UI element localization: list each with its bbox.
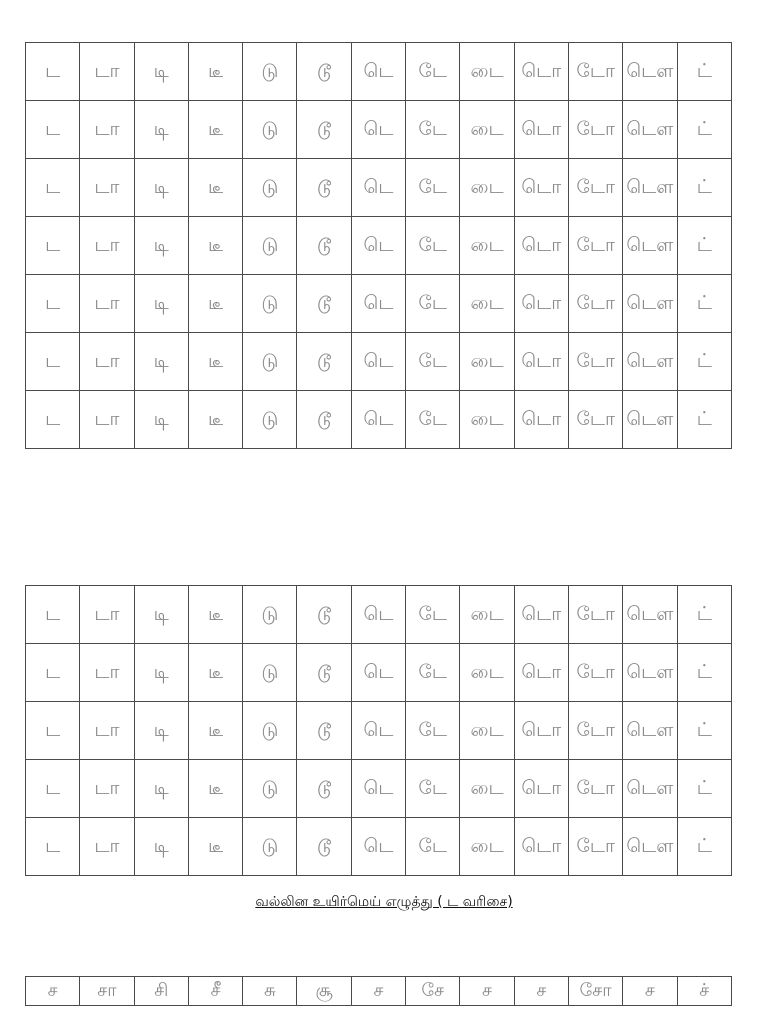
letter-cell: ச	[26, 977, 80, 1006]
letter-cell: டெ	[351, 333, 405, 391]
letter-cell: ட	[26, 275, 80, 333]
letter-cell: ட	[26, 644, 80, 702]
letter-cell: டௌ	[623, 760, 677, 818]
grid-row	[26, 101, 732, 159]
letter-cell: டீ	[188, 275, 242, 333]
grid-row	[26, 43, 732, 101]
letter-cell: டௌ	[623, 43, 677, 101]
letter-cell: டி	[134, 644, 188, 702]
grid-row	[26, 586, 732, 644]
practice-grid-ca-series	[25, 976, 732, 1006]
letter-cell: டு	[243, 333, 297, 391]
letter-cell: டு	[243, 275, 297, 333]
letter-cell: டீ	[188, 101, 242, 159]
letter-cell: டி	[134, 391, 188, 449]
letter-cell: டை	[460, 101, 514, 159]
practice-grid-ta-series-1	[25, 42, 732, 449]
letter-cell: டெ	[351, 159, 405, 217]
letter-cell: டு	[243, 43, 297, 101]
letter-cell: டூ	[297, 586, 351, 644]
letter-cell: ட	[26, 333, 80, 391]
letter-cell: டா	[80, 644, 134, 702]
letter-cell: டொ	[514, 818, 568, 876]
letter-cell: டோ	[568, 760, 622, 818]
letter-cell: டா	[80, 43, 134, 101]
letter-cell: டூ	[297, 818, 351, 876]
letter-cell: டௌ	[623, 391, 677, 449]
letter-cell: டே	[406, 101, 460, 159]
letter-cell: டோ	[568, 217, 622, 275]
letter-cell: ட்	[677, 333, 731, 391]
letter-cell: டீ	[188, 43, 242, 101]
letter-cell: ச	[460, 977, 514, 1006]
letter-cell: ட	[26, 101, 80, 159]
letter-cell: சா	[80, 977, 134, 1006]
letter-cell: ட்	[677, 644, 731, 702]
grid-row	[26, 818, 732, 876]
letter-cell: ட்	[677, 217, 731, 275]
letter-cell: டொ	[514, 391, 568, 449]
letter-cell: டி	[134, 818, 188, 876]
letter-cell: டே	[406, 391, 460, 449]
letter-cell: டெ	[351, 760, 405, 818]
letter-cell: டௌ	[623, 644, 677, 702]
letter-cell: டீ	[188, 818, 242, 876]
letter-cell: ட்	[677, 43, 731, 101]
letter-cell: டே	[406, 702, 460, 760]
letter-cell: டோ	[568, 391, 622, 449]
letter-cell: டி	[134, 586, 188, 644]
letter-cell: டு	[243, 217, 297, 275]
letter-cell: டு	[243, 391, 297, 449]
letter-cell: ட	[26, 43, 80, 101]
letter-cell: டா	[80, 760, 134, 818]
letter-cell: டௌ	[623, 275, 677, 333]
letter-cell: ச	[623, 977, 677, 1006]
grid-row	[26, 644, 732, 702]
letter-cell: டை	[460, 644, 514, 702]
letter-cell: டெ	[351, 43, 405, 101]
letter-cell: ச	[351, 977, 405, 1006]
letter-cell: டொ	[514, 217, 568, 275]
letter-cell: டா	[80, 217, 134, 275]
letter-cell: ட	[26, 818, 80, 876]
letter-cell: டு	[243, 159, 297, 217]
letter-cell: டா	[80, 101, 134, 159]
letter-cell: டூ	[297, 43, 351, 101]
letter-cell: டே	[406, 275, 460, 333]
grid-row	[26, 391, 732, 449]
letter-cell: சீ	[188, 977, 242, 1006]
letter-cell: டே	[406, 43, 460, 101]
letter-cell: டி	[134, 760, 188, 818]
letter-cell: டை	[460, 760, 514, 818]
letter-cell: டூ	[297, 760, 351, 818]
letter-cell: டூ	[297, 101, 351, 159]
letter-cell: ச்	[677, 977, 731, 1006]
letter-cell: டூ	[297, 702, 351, 760]
letter-cell: சூ	[297, 977, 351, 1006]
letter-cell: டி	[134, 702, 188, 760]
letter-cell: ட்	[677, 586, 731, 644]
letter-cell: சே	[406, 977, 460, 1006]
letter-cell: டை	[460, 217, 514, 275]
letter-cell: டொ	[514, 702, 568, 760]
letter-cell: டி	[134, 333, 188, 391]
letter-cell: டௌ	[623, 333, 677, 391]
letter-cell: டோ	[568, 159, 622, 217]
letter-cell: டே	[406, 760, 460, 818]
section-heading: வல்லின உயிர்மெய் எழுத்து ( ட வரிசை)	[255, 894, 513, 910]
letter-cell: டே	[406, 159, 460, 217]
letter-cell: டி	[134, 275, 188, 333]
letter-cell: டொ	[514, 275, 568, 333]
letter-cell: டி	[134, 159, 188, 217]
letter-cell: டெ	[351, 217, 405, 275]
letter-cell: டெ	[351, 275, 405, 333]
letter-cell: சோ	[568, 977, 622, 1006]
letter-cell: டு	[243, 702, 297, 760]
letter-cell: டூ	[297, 391, 351, 449]
letter-cell: டே	[406, 644, 460, 702]
letter-cell: டீ	[188, 644, 242, 702]
letter-cell: டா	[80, 586, 134, 644]
letter-cell: டோ	[568, 702, 622, 760]
letter-cell: டு	[243, 760, 297, 818]
letter-cell: டை	[460, 43, 514, 101]
letter-cell: டோ	[568, 275, 622, 333]
letter-cell: டூ	[297, 217, 351, 275]
letter-cell: டா	[80, 391, 134, 449]
grid-row	[26, 333, 732, 391]
letter-cell: டா	[80, 159, 134, 217]
letter-cell: டொ	[514, 644, 568, 702]
letter-cell: டெ	[351, 818, 405, 876]
letter-cell: டை	[460, 818, 514, 876]
letter-cell: டி	[134, 101, 188, 159]
letter-cell: ச	[514, 977, 568, 1006]
letter-cell: டௌ	[623, 217, 677, 275]
grid-row	[26, 159, 732, 217]
letter-cell: ட	[26, 391, 80, 449]
letter-cell: ட	[26, 217, 80, 275]
letter-cell: ட்	[677, 702, 731, 760]
letter-cell: டை	[460, 702, 514, 760]
letter-cell: டீ	[188, 702, 242, 760]
letter-cell: டி	[134, 43, 188, 101]
letter-cell: ட்	[677, 159, 731, 217]
grid-row	[26, 760, 732, 818]
letter-cell: டௌ	[623, 818, 677, 876]
letter-cell: டை	[460, 586, 514, 644]
letter-cell: டை	[460, 159, 514, 217]
letter-cell: ட	[26, 702, 80, 760]
letter-cell: டா	[80, 333, 134, 391]
letter-cell: டௌ	[623, 101, 677, 159]
letter-cell: டொ	[514, 760, 568, 818]
letter-cell: டீ	[188, 159, 242, 217]
letter-cell: டீ	[188, 391, 242, 449]
letter-cell: டீ	[188, 217, 242, 275]
letter-cell: டா	[80, 275, 134, 333]
letter-cell: டி	[134, 217, 188, 275]
letter-cell: டு	[243, 101, 297, 159]
letter-cell: டு	[243, 586, 297, 644]
letter-cell: டே	[406, 586, 460, 644]
letter-cell: டௌ	[623, 586, 677, 644]
letter-cell: சு	[243, 977, 297, 1006]
grid-row	[26, 702, 732, 760]
letter-cell: டோ	[568, 43, 622, 101]
letter-cell: ட	[26, 159, 80, 217]
letter-cell: டா	[80, 702, 134, 760]
letter-cell: ட்	[677, 391, 731, 449]
grid-row	[26, 275, 732, 333]
letter-cell: டோ	[568, 818, 622, 876]
letter-cell: டெ	[351, 101, 405, 159]
letter-cell: டீ	[188, 760, 242, 818]
letter-cell: டே	[406, 818, 460, 876]
letter-cell: ட	[26, 586, 80, 644]
letter-cell: டெ	[351, 644, 405, 702]
letter-cell: டோ	[568, 586, 622, 644]
letter-cell: டூ	[297, 644, 351, 702]
letter-cell: டூ	[297, 333, 351, 391]
letter-cell: சி	[134, 977, 188, 1006]
letter-cell: டூ	[297, 275, 351, 333]
letter-cell: டே	[406, 217, 460, 275]
letter-cell: டொ	[514, 43, 568, 101]
letter-cell: டொ	[514, 159, 568, 217]
letter-cell: டெ	[351, 702, 405, 760]
letter-cell: ட்	[677, 818, 731, 876]
letter-cell: டோ	[568, 333, 622, 391]
letter-cell: டொ	[514, 586, 568, 644]
letter-cell: டொ	[514, 333, 568, 391]
letter-cell: டோ	[568, 644, 622, 702]
letter-cell: ட்	[677, 275, 731, 333]
letter-cell: டீ	[188, 586, 242, 644]
letter-cell: டை	[460, 333, 514, 391]
letter-cell: டௌ	[623, 159, 677, 217]
letter-cell: ட்	[677, 101, 731, 159]
letter-cell: டை	[460, 275, 514, 333]
letter-cell: டீ	[188, 333, 242, 391]
letter-cell: டு	[243, 644, 297, 702]
grid-row	[26, 977, 732, 1006]
letter-cell: டோ	[568, 101, 622, 159]
letter-cell: டே	[406, 333, 460, 391]
letter-cell: டு	[243, 818, 297, 876]
letter-cell: டொ	[514, 101, 568, 159]
grid-row	[26, 217, 732, 275]
letter-cell: டெ	[351, 586, 405, 644]
letter-cell: ட்	[677, 760, 731, 818]
letter-cell: டௌ	[623, 702, 677, 760]
practice-grid-ta-series-2	[25, 585, 732, 876]
letter-cell: டெ	[351, 391, 405, 449]
letter-cell: ட	[26, 760, 80, 818]
letter-cell: டா	[80, 818, 134, 876]
letter-cell: டை	[460, 391, 514, 449]
letter-cell: டூ	[297, 159, 351, 217]
